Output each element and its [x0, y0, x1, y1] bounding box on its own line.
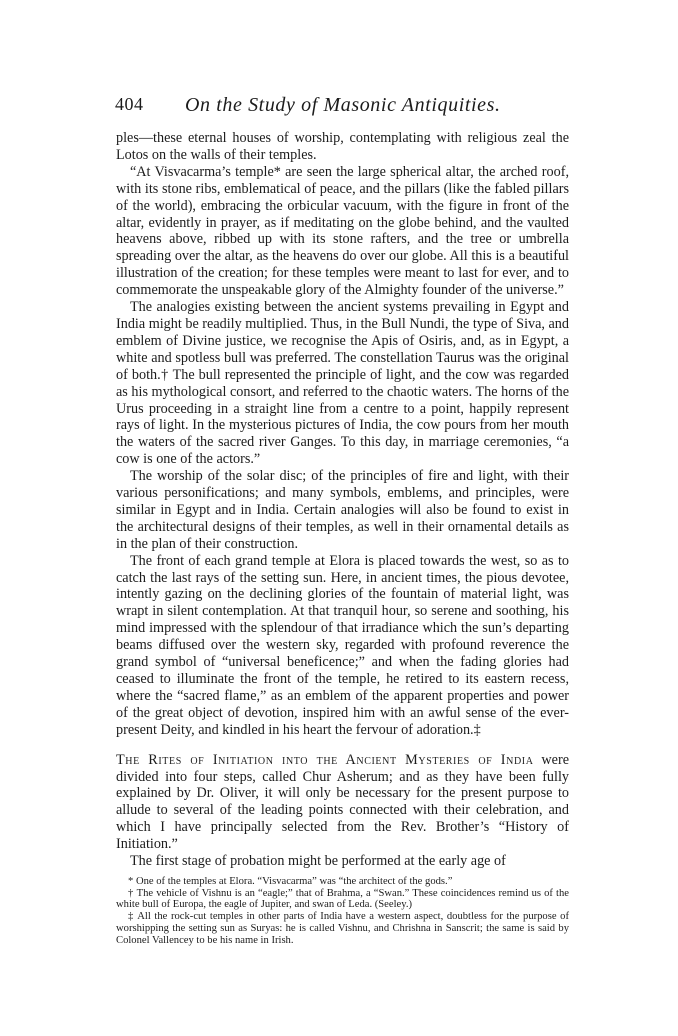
running-title: On the Study of Masonic Antiquities.: [185, 94, 501, 116]
body-text: [116, 130, 569, 870]
section-heading: The Rites of Initiation into the Ancient Mysteries of India: [116, 751, 534, 768]
footnote-3: ‡ All the rock-cut temples in other parts of India have a western aspect, doubtless for the purpose of worshipping the setting sun as Suryas: he is called Vishnu, and Chrishna in Sanscrit; the same is said by Colonel Vallencey to be his name in Irish.: [116, 911, 569, 946]
paragraph-solar-worship: The worship of the solar disc; of the principles of fire and light, with their various personifications; and many symbols, emblems, and principles, were similar in Egypt and in India. Certain analogies will also be found to exist in the architectural designs of their temples, as well in their ornamental details as in the plan of their construction.: [116, 468, 569, 552]
paragraph-elora-temple: The front of each grand temple at Elora is placed towards the west, so as to catch the last rays of the setting sun. Here, in ancient times, the pious devotee, intently gazing on the declining glories of the fountain of material light, was wrapt in silent contemplation. At that tranquil hour, so serene and soothing, his mind impressed with the splendour of that irradiance which the sun’s departing beams diffused over the western sky, regarded with profound reverence the grand symbol of “universal beneficence;” and when the fading glories had ceased to illuminate the front of the temple, he retired to its eastern recess, where the “sacred flame,” as an emblem of the apparent properties and power of the great object of devotion, inspired him with an awful sense of the ever-present Deity, and kindled in his heart the fervour of adoration.‡: [116, 552, 569, 738]
paragraph-first-stage: The first stage of probation might be performed at the early age of: [130, 853, 506, 870]
footnote-1: * One of the temples at Elora. “Visvacarma” was “the architect of the gods.”: [128, 876, 453, 887]
section-continuation: were divided into four steps, called Chur Asherum; and as they have been fully explained by Dr. Oliver, it will only be necessary for the present purpose to allude to several of the leading points connected with their celebration, and which I have principally selected from the Rev. Brother’s “History of Initiation.”: [116, 751, 569, 853]
footnote-2: † The vehicle of Vishnu is an “eagle;” that of Brahma, a “Swan.” These coincidences remind us of the white bull of Europa, the eagle of Jupiter, and swan of Leda. (Seeley.): [116, 887, 569, 911]
paragraph-continuation: ples—these eternal houses of worship, contemplating with religious zeal the Lotos on the walls of their temples.: [116, 130, 569, 163]
paragraph-quotation: “At Visvacarma’s temple* are seen the large spherical altar, the arched roof, with its stone ribs, emblematical of peace, and the pillars (like the fabled pillars of the world), embracing the orbicular vacuum, with the figure in front of the altar, evidently in prayer, as if meditating on the globe behind, and the vaulted heavens above, ribbed up with its stone rafters, and the tree or umbrella spreading over the altar, as the heavens do over our globe. All this is a beautiful illustration of the creation; for these temples were meant to last for ever, and to commemorate the unspeakable glory of the Almighty founder of the universe.”: [116, 163, 569, 299]
page-number: 404: [115, 94, 144, 114]
footnotes: [116, 876, 569, 946]
page-header: [115, 94, 585, 120]
section-paragraph: [116, 752, 569, 853]
paragraph-analogies: The analogies existing between the ancient systems prevailing in Egypt and India might be readily multiplied. Thus, in the Bull Nundi, the type of Siva, and emblem of Divine justice, we recognise the Apis of Osiris, and, as in Egypt, a white and spotless bull was preferred. The constellation Taurus was the original of both.† The bull represented the principle of light, and the cow was regarded as his mythological consort, and referred to the chaotic waters. The horns of the Urus proceeding in a straight line from a centre to a point, happily represent rays of light. In the mysterious pictures of India, the cow pours from her mouth the waters of the sacred river Ganges. To this day, in marriage ceremonies, “a cow is one of the actors.”: [116, 299, 569, 468]
